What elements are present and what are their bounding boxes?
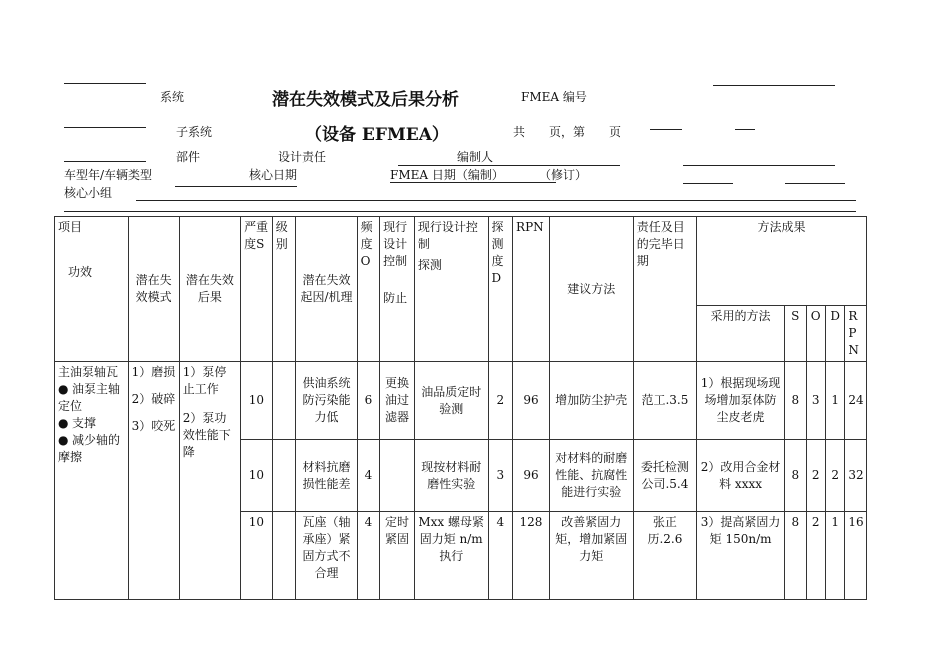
table-row (55, 362, 867, 440)
responsibility-cell: 委托检测公司.5.4 (633, 440, 696, 512)
component-blank (64, 161, 146, 162)
header-severity: 严重度S (241, 217, 273, 362)
class-cell (272, 362, 296, 440)
detect-cell: Mxx 螺母紧固力矩 n/m 执行 (414, 512, 488, 600)
revised-blank-2 (785, 183, 845, 184)
page-total-blank (650, 129, 682, 130)
failure-effect-cell: 1）泵停止工作 2）泵功效性能下降 (179, 362, 240, 600)
detection-cell: 2 (488, 362, 513, 440)
header-failure-effect: 潜在失效后果 (179, 217, 240, 362)
system-blank (64, 83, 146, 84)
header-responsibility: 责任及目的完毕日期 (633, 217, 696, 362)
model-year-label: 车型年/车辆类型 (64, 168, 153, 182)
rpn-cell: 96 (513, 362, 550, 440)
result-d-cell: 1 (825, 362, 844, 440)
fmea-date-blank (390, 182, 556, 183)
action-taken-cell: 3）提高紧固力矩 150n/m (697, 512, 785, 600)
detection-cell: 3 (488, 440, 513, 512)
recommended-cell: 改善紧固力矩，增加紧固力矩 (549, 512, 633, 600)
result-s-cell: 8 (785, 512, 806, 600)
key-date-label: 核心日期 (249, 168, 298, 182)
header-s: S (785, 306, 806, 362)
prepared-by-label: 编制人 (457, 150, 494, 164)
result-s-cell: 8 (785, 440, 806, 512)
core-team-blank (136, 200, 856, 201)
action-taken-cell: 2）改用合金材料 xxxx (697, 440, 785, 512)
page-title: 潜在失效模式及后果分析 (272, 90, 459, 110)
occurrence-cell: 4 (357, 512, 379, 600)
header-prevent: 现行设计控制 防止 (380, 217, 415, 362)
result-d-cell: 1 (825, 512, 844, 600)
prevent-cell: 更换油过滤器 (380, 362, 415, 440)
result-rpn-cell: 16 (845, 512, 867, 600)
header-item: 项目 功效 (55, 217, 129, 362)
prevent-cell: 定时紧固 (380, 512, 415, 600)
page-subtitle: （设备 EFMEA） (305, 125, 449, 145)
cause-cell: 供油系统防污染能力低 (296, 362, 357, 440)
result-d-cell: 2 (825, 440, 844, 512)
rpn-cell: 96 (513, 440, 550, 512)
rpn-cell: 128 (513, 512, 550, 600)
header-o: O (806, 306, 825, 362)
revised-date-label: （修订） (539, 168, 588, 182)
item-cell: 主油泵轴瓦 ● 油泵主轴定位 ● 支撑 ● 减少轴的摩擦 (55, 362, 129, 600)
header-results: 方法成果 (697, 217, 867, 306)
result-rpn-cell: 32 (845, 440, 867, 512)
header-actions-taken: 采用的方法 (697, 306, 785, 362)
header-rpn: RPN (513, 217, 550, 362)
detect-cell: 现按材料耐磨性实验 (414, 440, 488, 512)
detection-cell: 4 (488, 512, 513, 600)
responsibility-cell: 范工.3.5 (633, 362, 696, 440)
header-right-blank (683, 165, 835, 166)
header-cause: 潜在失效起因/机理 (296, 217, 357, 362)
fmea-no-blank (713, 85, 835, 86)
fmea-date-label: FMEA 日期（编制） (390, 168, 504, 182)
result-o-cell: 3 (806, 362, 825, 440)
recommended-cell: 增加防尘护壳 (549, 362, 633, 440)
key-date-blank (175, 186, 297, 187)
header-d: D (825, 306, 844, 362)
failure-mode-cell: 1）磨损 2）破碎 3）咬死 (128, 362, 179, 600)
result-rpn-cell: 24 (845, 362, 867, 440)
header-detection: 探测度D (488, 217, 513, 362)
result-o-cell: 2 (806, 440, 825, 512)
severity-cell: 10 (241, 512, 273, 600)
component-label: 部件 (176, 150, 201, 164)
subsystem-blank (64, 127, 146, 128)
recommended-cell: 对材料的耐磨性能、抗腐性能进行实验 (549, 440, 633, 512)
responsibility-cell: 张正历.2.6 (633, 512, 696, 600)
severity-cell: 10 (241, 362, 273, 440)
fmea-table (54, 216, 867, 600)
class-cell (272, 440, 296, 512)
header-occurrence: 频度O (357, 217, 379, 362)
severity-cell: 10 (241, 440, 273, 512)
cause-cell: 材料抗磨损性能差 (296, 440, 357, 512)
cause-cell: 瓦座（轴承座）紧固方式不合理 (296, 512, 357, 600)
page-current-blank (735, 129, 755, 130)
table-header-row (55, 217, 867, 306)
result-s-cell: 8 (785, 362, 806, 440)
result-o-cell: 2 (806, 512, 825, 600)
core-team-label: 核心小组 (64, 186, 113, 200)
header-bottom-rule (64, 211, 856, 212)
occurrence-cell: 4 (357, 440, 379, 512)
prevent-cell (380, 440, 415, 512)
revised-blank-1 (683, 183, 733, 184)
header-class: 级别 (272, 217, 296, 362)
class-cell (272, 512, 296, 600)
fmea-no-label: FMEA 编号 (521, 90, 587, 104)
occurrence-cell: 6 (357, 362, 379, 440)
subsystem-label: 子系统 (176, 125, 213, 139)
header-detect: 现行设计控制 探测 (414, 217, 488, 362)
system-label: 系统 (160, 90, 185, 104)
design-responsibility-label: 设计责任 (278, 150, 327, 164)
header-rpn-result: RPN (845, 306, 867, 362)
header-failure-mode: 潜在失效模式 (128, 217, 179, 362)
action-taken-cell: 1）根据现场现场增加泵体防尘皮老虎 (697, 362, 785, 440)
header-recommended: 建议方法 (549, 217, 633, 362)
detect-cell: 油品质定时验测 (414, 362, 488, 440)
page-count-label: 共 页，第 页 (513, 125, 622, 139)
